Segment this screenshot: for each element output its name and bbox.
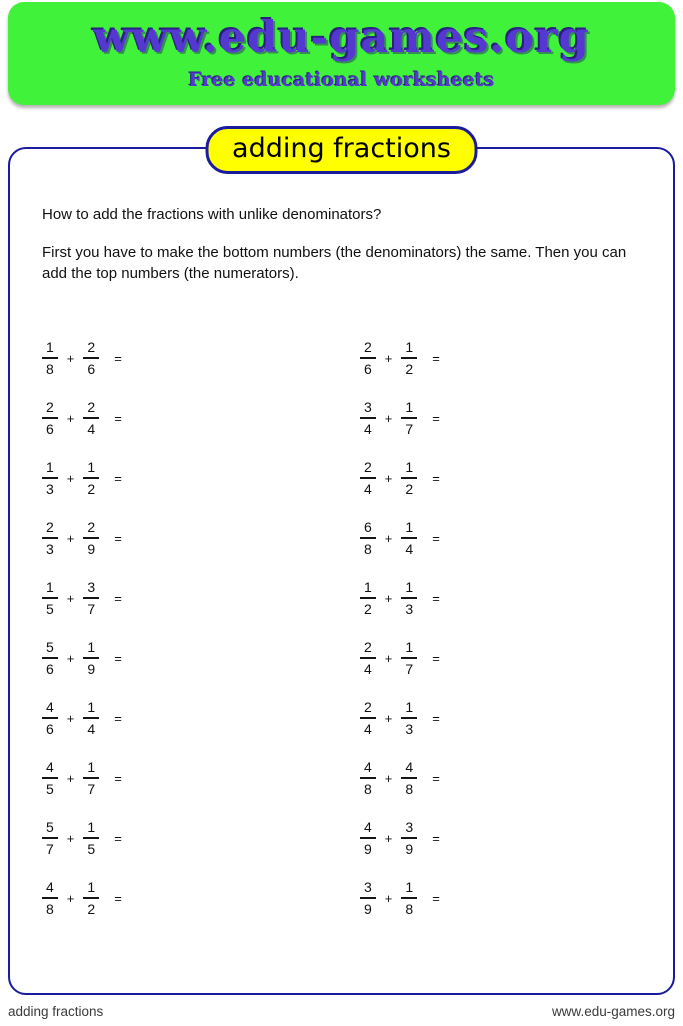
numerator: 1: [42, 579, 58, 599]
fraction: [42, 879, 58, 917]
worksheet-page: [0, 2, 683, 1026]
fraction: [360, 579, 376, 617]
fraction-problem: [360, 568, 440, 628]
numerator: 3: [360, 879, 376, 899]
plus-operator: +: [384, 651, 393, 667]
equals-sign: =: [432, 771, 440, 787]
denominator: 3: [405, 600, 414, 617]
numerator: 1: [401, 519, 417, 539]
fraction-problem: [42, 508, 360, 568]
fraction: [360, 819, 376, 857]
denominator: 6: [46, 720, 54, 737]
fraction: [83, 579, 99, 617]
fraction: [83, 519, 99, 557]
denominator: 9: [364, 900, 372, 917]
numerator: 2: [42, 519, 58, 539]
denominator: 7: [405, 420, 414, 437]
fraction-problem: [42, 328, 360, 388]
fraction-problem: [360, 328, 440, 388]
fraction: [401, 519, 417, 557]
fraction-problem: [360, 808, 440, 868]
numerator: 2: [360, 699, 376, 719]
numerator: 1: [83, 819, 99, 839]
fraction: [360, 339, 376, 377]
fraction: [401, 819, 417, 857]
numerator: 2: [83, 339, 99, 359]
fraction: [360, 399, 376, 437]
numerator: 4: [42, 699, 58, 719]
denominator: 5: [46, 780, 54, 797]
equals-sign: =: [114, 411, 122, 427]
denominator: 7: [46, 840, 54, 857]
equals-sign: =: [432, 651, 440, 667]
numerator: 1: [401, 459, 417, 479]
fraction: [83, 459, 99, 497]
fraction: [401, 879, 417, 917]
numerator: 1: [83, 459, 99, 479]
denominator: 9: [405, 840, 414, 857]
fraction-problem: [360, 868, 440, 928]
fraction: [401, 459, 417, 497]
denominator: 9: [87, 540, 96, 557]
equals-sign: =: [114, 531, 122, 547]
numerator: 1: [401, 699, 417, 719]
problems-grid: [10, 328, 673, 928]
equals-sign: =: [432, 891, 440, 907]
denominator: 2: [405, 360, 414, 377]
denominator: 6: [364, 360, 372, 377]
denominator: 6: [46, 660, 54, 677]
numerator: 2: [83, 399, 99, 419]
denominator: 9: [364, 840, 372, 857]
numerator: 1: [83, 879, 99, 899]
numerator: 2: [360, 639, 376, 659]
fraction-problem: [360, 448, 440, 508]
numerator: 1: [42, 339, 58, 359]
denominator: 7: [87, 780, 96, 797]
page-footer: [8, 1004, 675, 1019]
fraction: [42, 819, 58, 857]
numerator: 1: [401, 579, 417, 599]
plus-operator: +: [384, 771, 393, 787]
plus-operator: +: [384, 411, 393, 427]
plus-operator: +: [66, 351, 75, 367]
site-subtitle: Free educational worksheets: [188, 68, 495, 91]
numerator: 3: [401, 819, 417, 839]
fraction: [360, 519, 376, 557]
plus-operator: +: [66, 471, 75, 487]
denominator: 7: [87, 600, 96, 617]
sheet-wrapper: [8, 133, 675, 995]
denominator: 8: [46, 360, 54, 377]
numerator: 2: [360, 339, 376, 359]
fraction-problem: [42, 808, 360, 868]
plus-operator: +: [66, 531, 75, 547]
plus-operator: +: [66, 411, 75, 427]
denominator: 6: [46, 420, 54, 437]
fraction: [401, 339, 417, 377]
denominator: 9: [87, 660, 96, 677]
plus-operator: +: [384, 891, 393, 907]
worksheet-body: [8, 133, 675, 995]
fraction: [360, 459, 376, 497]
plus-operator: +: [66, 891, 75, 907]
fraction: [83, 759, 99, 797]
numerator: 3: [360, 399, 376, 419]
fraction-problem: [42, 628, 360, 688]
equals-sign: =: [114, 771, 122, 787]
fraction: [83, 699, 99, 737]
fraction: [83, 879, 99, 917]
denominator: 8: [405, 780, 414, 797]
fraction: [42, 639, 58, 677]
plus-operator: +: [384, 711, 393, 727]
denominator: 2: [87, 900, 96, 917]
fraction: [401, 759, 417, 797]
denominator: 2: [87, 480, 96, 497]
fraction-problem: [360, 508, 440, 568]
numerator: 2: [42, 399, 58, 419]
problems-column-right: [360, 328, 440, 928]
numerator: 4: [360, 759, 376, 779]
numerator: 4: [42, 759, 58, 779]
denominator: 7: [405, 660, 414, 677]
fraction-problem: [42, 868, 360, 928]
numerator: 5: [42, 819, 58, 839]
problems-column-left: [10, 328, 360, 928]
fraction: [401, 399, 417, 437]
instructions-question: How to add the fractions with unlike denominators?: [42, 206, 382, 223]
numerator: 5: [42, 639, 58, 659]
numerator: 1: [401, 339, 417, 359]
numerator: 1: [401, 639, 417, 659]
numerator: 3: [83, 579, 99, 599]
equals-sign: =: [432, 351, 440, 367]
instructions-text: First you have to make the bottom numbers (the denominators) the same. Then you can add the top numbers (the numerators).: [42, 244, 627, 282]
fraction: [360, 699, 376, 737]
denominator: 4: [364, 720, 372, 737]
footer-worksheet-name: adding fractions: [8, 1004, 104, 1019]
denominator: 3: [46, 540, 54, 557]
denominator: 4: [364, 480, 372, 497]
fraction: [360, 879, 376, 917]
numerator: 1: [401, 399, 417, 419]
numerator: 1: [42, 459, 58, 479]
fraction-problem: [360, 748, 440, 808]
denominator: 2: [405, 480, 414, 497]
denominator: 4: [87, 720, 96, 737]
fraction: [42, 399, 58, 437]
equals-sign: =: [432, 831, 440, 847]
numerator: 1: [360, 579, 376, 599]
plus-operator: +: [66, 591, 75, 607]
fraction: [401, 639, 417, 677]
plus-operator: +: [66, 651, 75, 667]
plus-operator: +: [384, 531, 393, 547]
equals-sign: =: [114, 591, 122, 607]
denominator: 4: [364, 660, 372, 677]
numerator: 2: [83, 519, 99, 539]
numerator: 1: [83, 699, 99, 719]
equals-sign: =: [432, 471, 440, 487]
fraction: [42, 759, 58, 797]
plus-operator: +: [384, 831, 393, 847]
equals-sign: =: [432, 711, 440, 727]
equals-sign: =: [432, 411, 440, 427]
site-title: www.edu-games.org: [93, 12, 590, 63]
numerator: 4: [42, 879, 58, 899]
plus-operator: +: [384, 351, 393, 367]
denominator: 2: [364, 600, 372, 617]
denominator: 4: [87, 420, 96, 437]
equals-sign: =: [432, 591, 440, 607]
equals-sign: =: [114, 711, 122, 727]
fraction: [42, 579, 58, 617]
fraction: [401, 579, 417, 617]
fraction-problem: [360, 688, 440, 748]
equals-sign: =: [114, 831, 122, 847]
fraction: [401, 699, 417, 737]
fraction-problem: [42, 448, 360, 508]
fraction: [42, 699, 58, 737]
denominator: 6: [87, 360, 96, 377]
denominator: 8: [405, 900, 414, 917]
equals-sign: =: [432, 531, 440, 547]
fraction-problem: [360, 388, 440, 448]
denominator: 4: [364, 420, 372, 437]
denominator: 8: [364, 780, 372, 797]
fraction: [42, 339, 58, 377]
numerator: 1: [83, 759, 99, 779]
fraction-problem: [42, 388, 360, 448]
denominator: 8: [46, 900, 54, 917]
denominator: 4: [405, 540, 414, 557]
plus-operator: +: [66, 771, 75, 787]
numerator: 6: [360, 519, 376, 539]
fraction: [360, 639, 376, 677]
denominator: 5: [46, 600, 54, 617]
numerator: 1: [401, 879, 417, 899]
equals-sign: =: [114, 471, 122, 487]
plus-operator: +: [66, 831, 75, 847]
equals-sign: =: [114, 891, 122, 907]
worksheet-title: adding fractions: [205, 126, 478, 174]
fraction: [83, 399, 99, 437]
plus-operator: +: [384, 591, 393, 607]
denominator: 8: [364, 540, 372, 557]
fraction-problem: [360, 628, 440, 688]
fraction: [83, 819, 99, 857]
equals-sign: =: [114, 651, 122, 667]
plus-operator: +: [66, 711, 75, 727]
plus-operator: +: [384, 471, 393, 487]
fraction: [83, 339, 99, 377]
denominator: 5: [87, 840, 96, 857]
site-banner: [8, 2, 675, 105]
fraction-problem: [42, 568, 360, 628]
denominator: 3: [46, 480, 54, 497]
numerator: 4: [360, 819, 376, 839]
fraction: [42, 459, 58, 497]
fraction: [360, 759, 376, 797]
fraction-problem: [42, 748, 360, 808]
equals-sign: =: [114, 351, 122, 367]
numerator: 4: [401, 759, 417, 779]
fraction-problem: [42, 688, 360, 748]
numerator: 2: [360, 459, 376, 479]
fraction: [83, 639, 99, 677]
numerator: 1: [83, 639, 99, 659]
denominator: 3: [405, 720, 414, 737]
footer-site-url: www.edu-games.org: [551, 1004, 675, 1019]
fraction: [42, 519, 58, 557]
